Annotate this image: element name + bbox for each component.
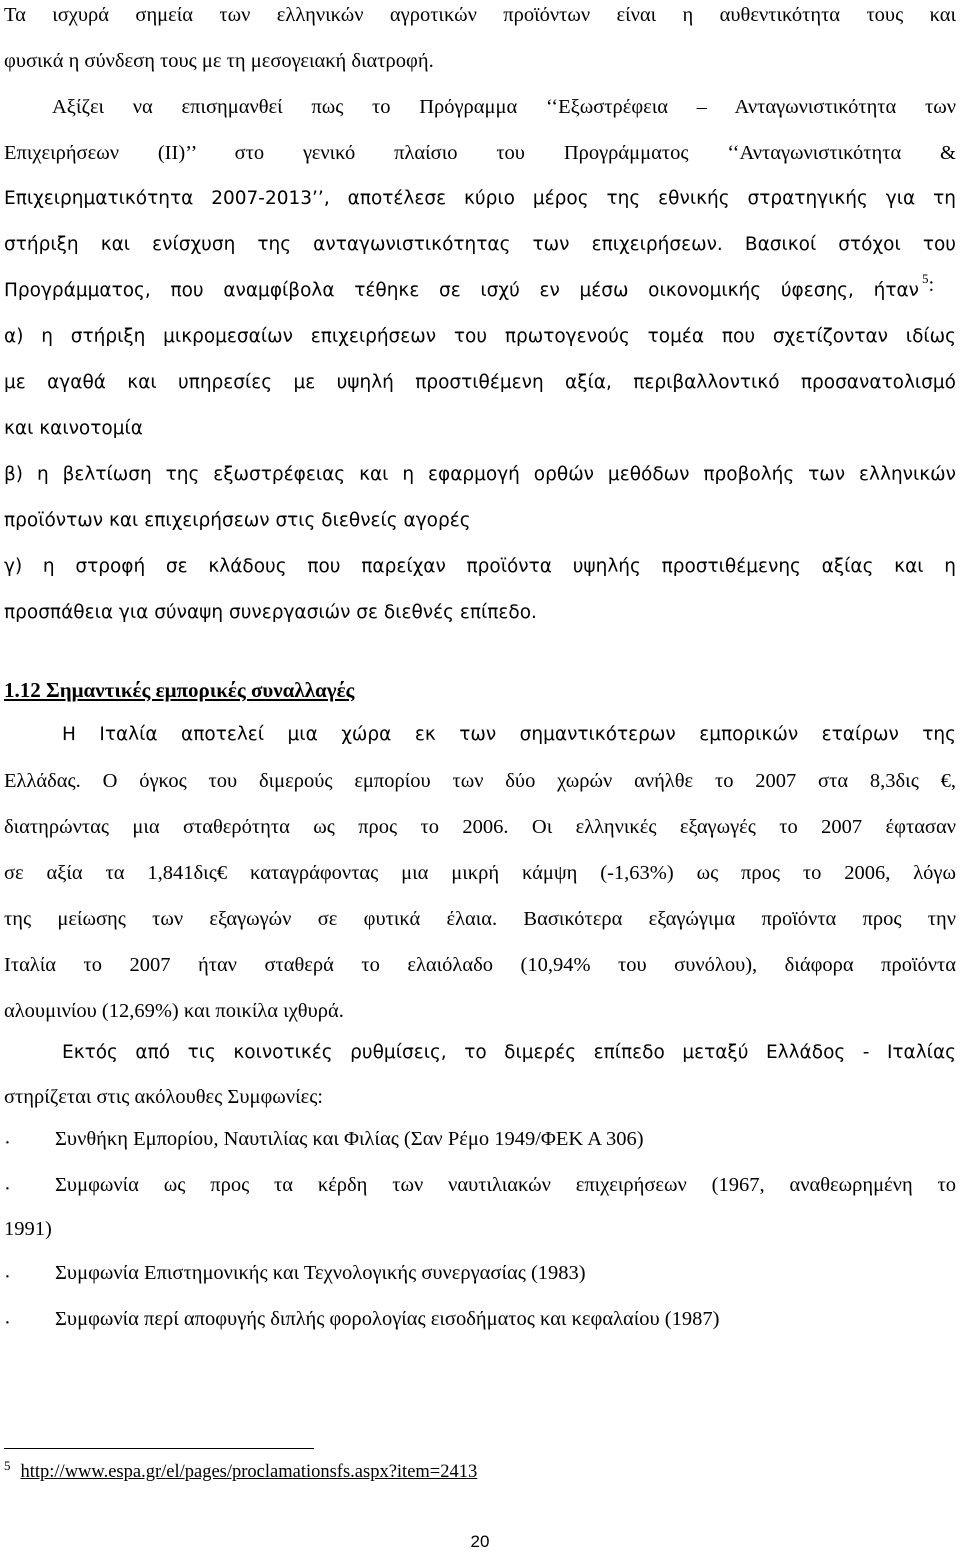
paragraph-line: στήριξη και ενίσχυση της ανταγωνιστικότητας των επιχειρήσεων. Βασικοί στόχοι του <box>4 234 956 255</box>
footnote <box>4 1457 478 1483</box>
list-item: β) η βελτίωση της εξωστρέφειας και η εφαρμογή ορθών μεθόδων προβολής των ελληνικών <box>4 464 956 485</box>
bullet-icon: · <box>4 1266 11 1288</box>
list-item: προσπάθεια για σύναψη συνεργασιών σε διεθνές επίπεδο. <box>4 602 537 623</box>
list-item: και καινοτομία <box>4 418 143 439</box>
paragraph-line: αλουμινίου (12,69%) και ποικίλα ιχθυρά. <box>4 1000 344 1022</box>
bullet-icon: · <box>4 1312 11 1334</box>
list-item: α) η στήριξη μικρομεσαίων επιχειρήσεων του πρωτογενούς τομέα που σχετίζονταν ιδίως <box>4 326 956 347</box>
agreement-item: Συμφωνία ως προς τα κέρδη των ναυτιλιακών επιχειρήσεων (1967, αναθεωρημένη το <box>55 1174 956 1196</box>
agreement-item-continuation: 1991) <box>4 1218 52 1240</box>
page-number: 20 <box>470 1532 490 1551</box>
colon: : <box>928 274 935 296</box>
paragraph-line: Εκτός από τις κοινοτικές ρυθμίσεις, το διμερές επίπεδο μεταξύ Ελλάδος - Ιταλίας <box>62 1042 956 1063</box>
list-item: γ) η στροφή σε κλάδους που παρείχαν προϊόντα υψηλής προστιθέμενης αξίας και η <box>4 556 956 577</box>
footnote-ref-number: 5 <box>922 271 929 287</box>
agreement-item: Συμφωνία περί αποφυγής διπλής φορολογίας εισοδήματος και κεφαλαίου (1987) <box>55 1308 720 1330</box>
paragraph-line: Η Ιταλία αποτελεί μια χώρα εκ των σημαντικότερων εμπορικών εταίρων της <box>62 724 956 745</box>
paragraph-line: φυσικά η σύνδεση τους με τη μεσογειακή διατροφή. <box>4 50 434 72</box>
list-item: προϊόντων και επιχειρήσεων στις διεθνείς αγορές <box>4 510 471 531</box>
footnote-ref <box>922 270 934 300</box>
paragraph-line: Επιχειρηματικότητα 2007-2013’’, αποτέλεσε κύριο μέρος της εθνικής στρατηγικής για τη <box>4 188 956 209</box>
paragraph-line: Ελλάδας. Ο όγκος του διμερούς εμπορίου των δύο χωρών ανήλθε το 2007 στα 8,3δις €, <box>4 770 956 792</box>
bullet-icon: · <box>4 1132 11 1154</box>
paragraph-line: Επιχειρήσεων (ΙΙ)’’ στο γενικό πλαίσιο του Προγράμματος ‘‘Ανταγωνιστικότητα & <box>4 142 956 164</box>
footnote-number: 5 <box>4 1457 11 1473</box>
bullet-icon: · <box>4 1178 11 1200</box>
paragraph-line: Τα ισχυρά σημεία των ελληνικών αγροτικών προϊόντων είναι η αυθεντικότητα τους και <box>4 4 956 26</box>
paragraph-line: Αξίζει να επισημανθεί πως το Πρόγραμμα ‘‘Εξωστρέφεια – Ανταγωνιστικότητα των <box>52 96 956 118</box>
paragraph-line: της μείωσης των εξαγωγών σε φυτικά έλαια. Βασικότερα εξαγώγιμα προϊόντα προς την <box>4 908 956 930</box>
section-heading: 1.12 Σημαντικές εμπορικές συναλλαγές <box>4 678 355 702</box>
paragraph-line: σε αξία τα 1,841δις€ καταγράφοντας μια μικρή κάμψη (-1,63%) ως προς το 2006, λόγω <box>4 862 956 884</box>
footnote-divider <box>4 1448 314 1449</box>
list-item: με αγαθά και υπηρεσίες με υψηλή προστιθέμενη αξία, περιβαλλοντικό προσανατολισμό <box>4 372 956 393</box>
paragraph-line: Ιταλία το 2007 ήταν σταθερά το ελαιόλαδο (10,94% του συνόλου), διάφορα προϊόντα <box>4 954 956 976</box>
footnote-link[interactable]: http://www.espa.gr/el/pages/proclamationsfs.aspx?item=2413 <box>20 1462 478 1482</box>
agreement-item: Συμφωνία Επιστημονικής και Τεχνολογικής συνεργασίας (1983) <box>55 1262 586 1284</box>
paragraph-line: στηρίζεται στις ακόλουθες Συμφωνίες: <box>4 1086 324 1108</box>
paragraph-line: Προγράμματος, που αναμφίβολα τέθηκε σε ισχύ εν μέσω οικονομικής ύφεσης, ήταν <box>4 280 919 301</box>
paragraph-line: διατηρώντας μια σταθερότητα ως προς το 2006. Οι ελληνικές εξαγωγές το 2007 έφτασαν <box>4 816 956 838</box>
agreement-item: Συνθήκη Εμπορίου, Ναυτιλίας και Φιλίας (Σαν Ρέμο 1949/ΦΕΚ Α 306) <box>55 1128 644 1150</box>
